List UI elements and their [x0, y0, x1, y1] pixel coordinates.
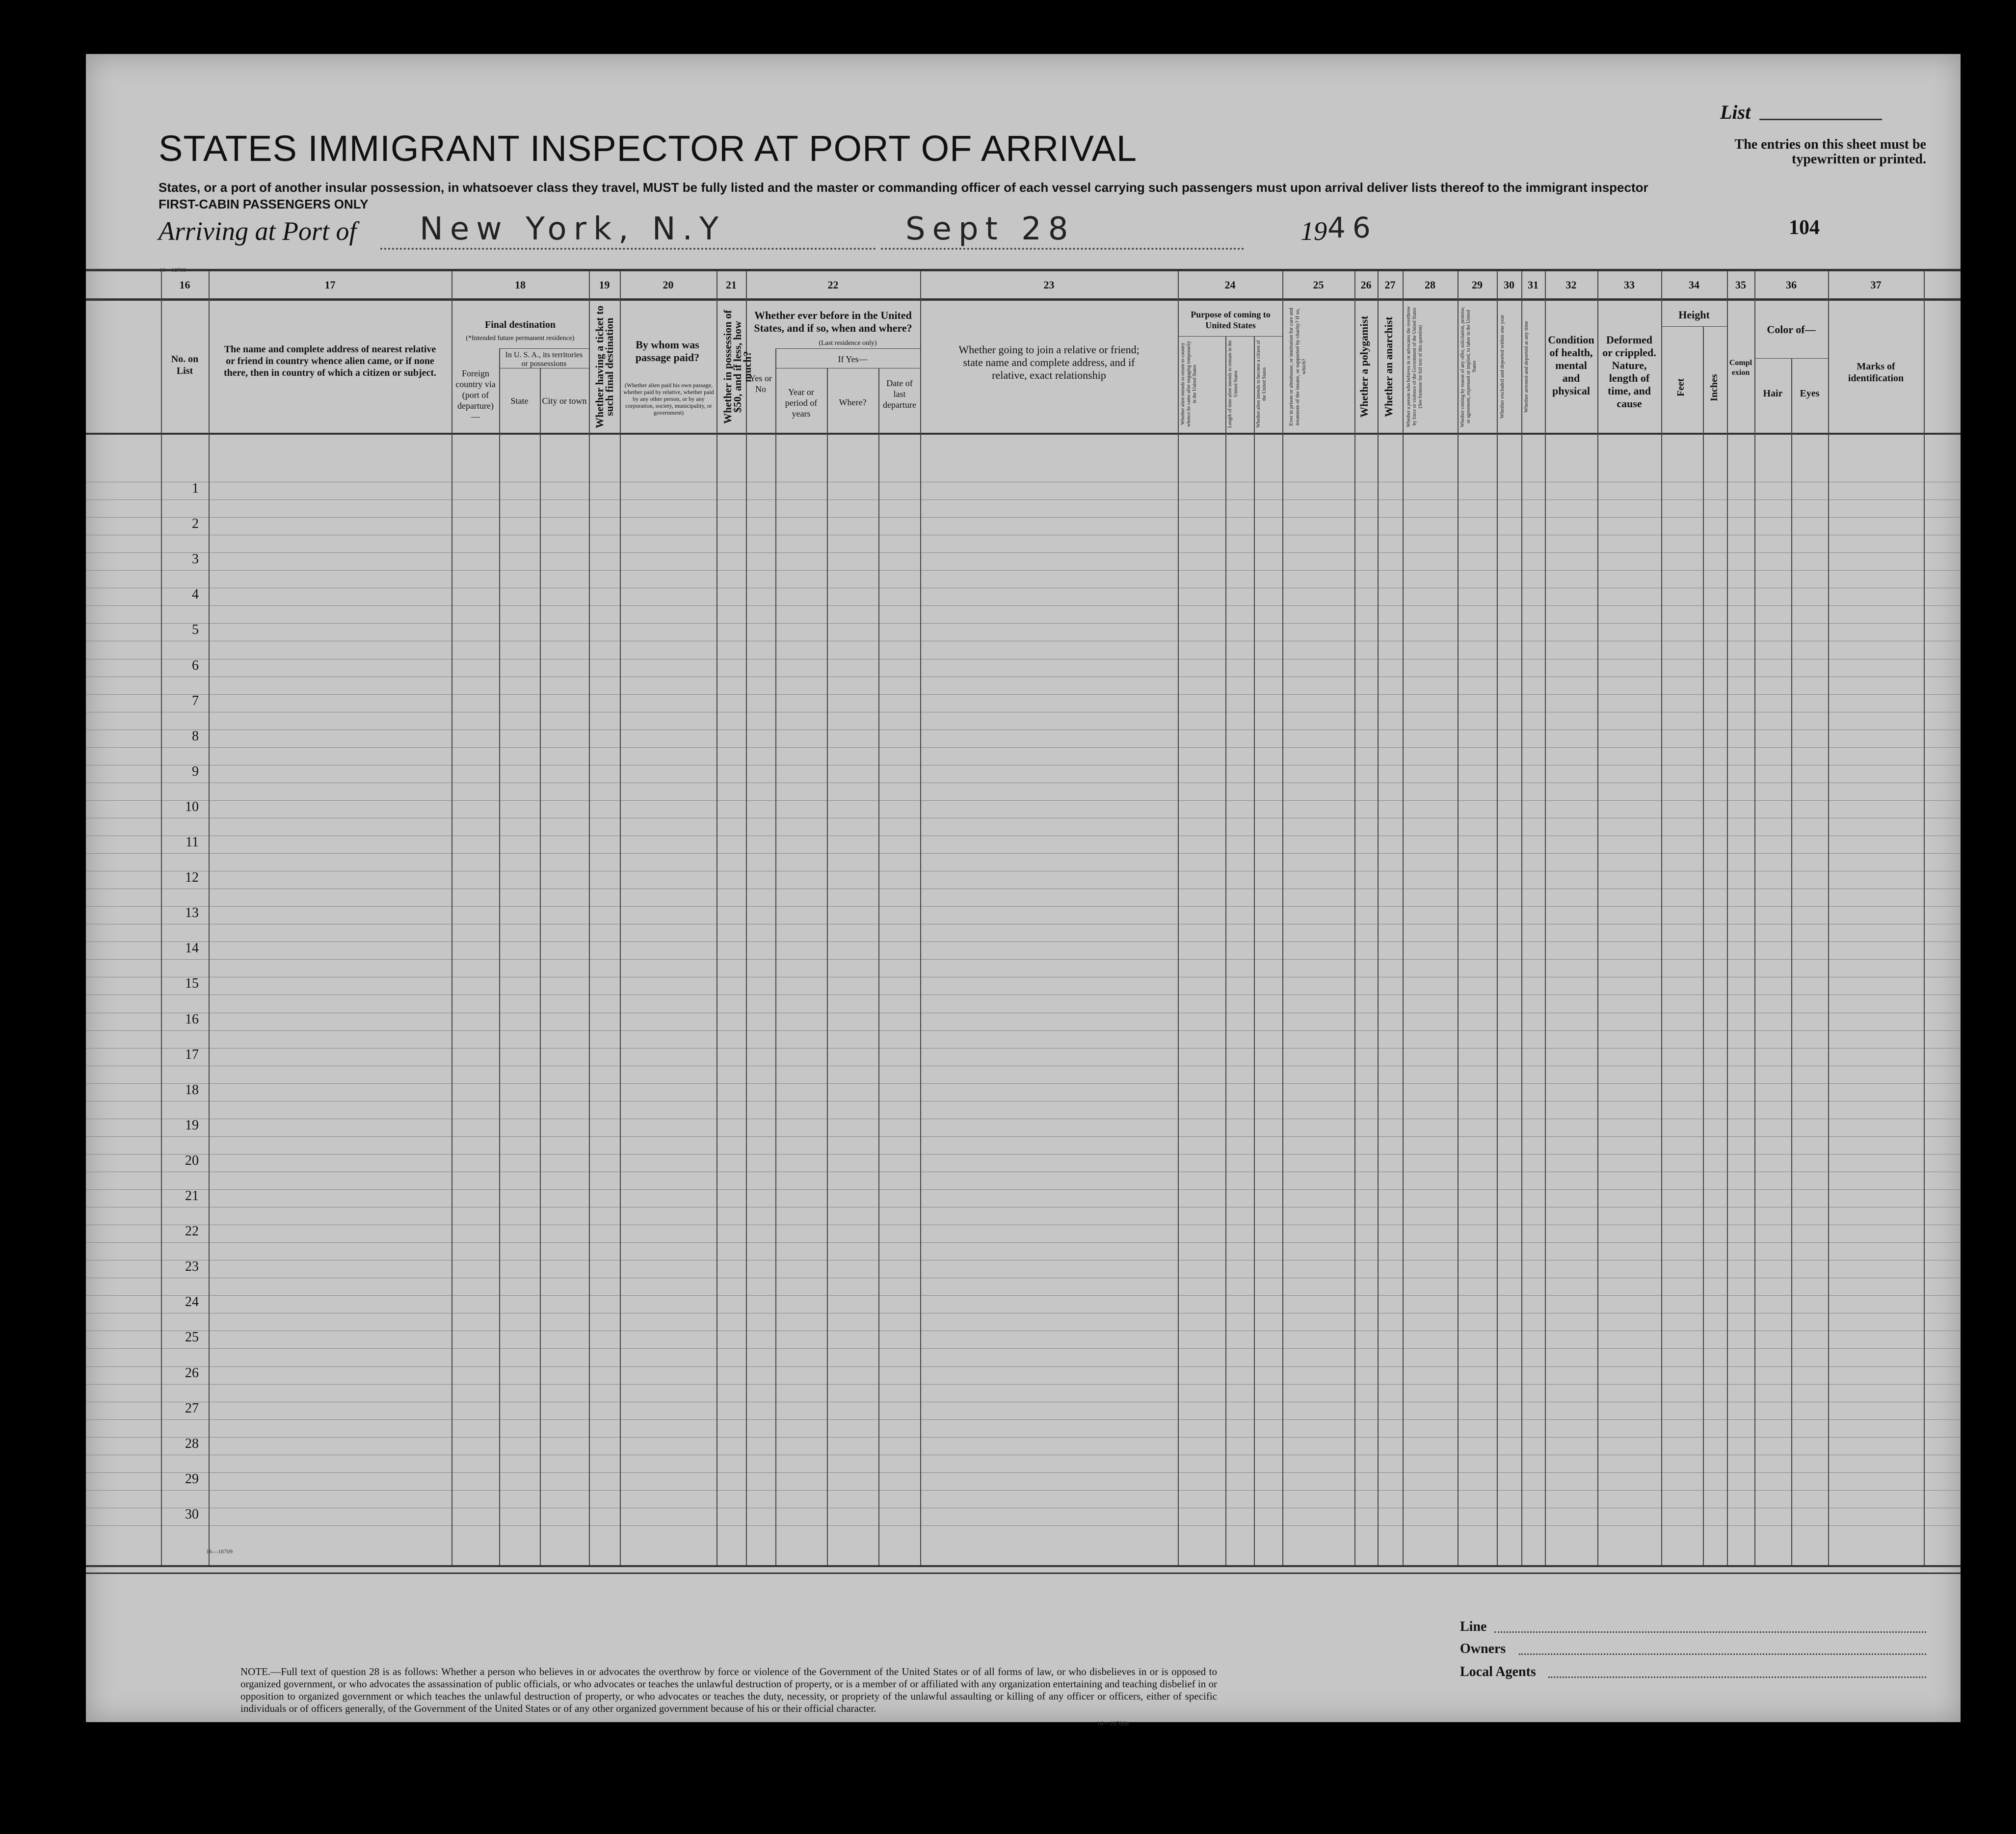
- port-handwritten: New York, N.Y: [420, 211, 726, 247]
- form-code-bottom: 16—18709: [206, 1548, 233, 1555]
- row-number: 11: [186, 835, 199, 850]
- row-number: 27: [185, 1400, 199, 1416]
- header-marks-identification: Marks of identification: [1848, 361, 1904, 384]
- header-where: Where?: [839, 397, 867, 407]
- colnum-33: 33: [1624, 279, 1635, 291]
- row-number: 12: [185, 870, 199, 886]
- subhdr-rule: [1754, 358, 1828, 359]
- header-final-destination-note: (*Intended future permanent residence): [466, 335, 575, 342]
- col-line: [878, 368, 879, 1565]
- header-foreign-country: Foreign country via (port of departure)—: [455, 368, 496, 421]
- header-no-on-list: No. on List: [171, 354, 199, 376]
- row-rule: [86, 694, 1961, 695]
- subhdr-rule: [1178, 336, 1282, 337]
- col-line: [1282, 271, 1283, 1565]
- header-become-citizen: Whether alien intends to become a citizen of the United States: [1256, 340, 1267, 428]
- col-line: [1521, 271, 1522, 1565]
- row-rule: [86, 1295, 1961, 1296]
- line-label: Line: [1460, 1619, 1487, 1634]
- col-line: [1458, 271, 1459, 1565]
- row-rule: [86, 906, 1961, 907]
- row-number: 19: [185, 1117, 199, 1133]
- list-blank-line: [1759, 119, 1882, 120]
- row-rule: [86, 1419, 1961, 1420]
- header-hair: Hair: [1763, 388, 1783, 399]
- colnum-36: 36: [1786, 279, 1797, 291]
- row-rule: [86, 1189, 1961, 1190]
- row-number: 9: [192, 763, 199, 779]
- col-line: [1791, 358, 1792, 1565]
- header-eyes: Eyes: [1800, 388, 1820, 399]
- row-rule: [86, 570, 1961, 571]
- colnum-34: 34: [1689, 279, 1699, 291]
- header-anarchist: Whether an anarchist: [1382, 316, 1395, 417]
- header-offer-labor: Whether coming by reason of any offer, solicitation, promise, or agreement, expressed or implied, to labor in the United States: [1460, 306, 1477, 427]
- colnum-16: 16: [179, 279, 190, 291]
- colnum-24: 24: [1224, 279, 1236, 291]
- colnum-35: 35: [1735, 279, 1746, 291]
- row-number: 28: [185, 1436, 199, 1451]
- header-inches: Inches: [1709, 374, 1720, 401]
- owners-blank: [1519, 1653, 1926, 1655]
- colnum-28: 28: [1425, 279, 1435, 291]
- row-rule: [86, 605, 1961, 606]
- colnum-bottom-rule: [86, 298, 1961, 301]
- local-agents-blank: [1548, 1677, 1926, 1678]
- col-line: [1924, 271, 1925, 1565]
- sheet-number: 104: [1789, 216, 1820, 239]
- row-rule: [86, 800, 1961, 801]
- col-line: [1254, 336, 1255, 1565]
- col-line: [1545, 271, 1546, 1565]
- col-line: [920, 271, 921, 1565]
- col-line: [1354, 271, 1355, 1565]
- header-deformed: Deformed or crippled. Nature, length of time, and cause: [1602, 334, 1656, 410]
- row-rule: [86, 1030, 1961, 1031]
- col-line: [1403, 271, 1404, 1565]
- year-prefix: 19: [1300, 216, 1327, 246]
- row-number: 17: [185, 1047, 199, 1062]
- col-line: [1754, 271, 1755, 1565]
- header-passage-paid-note: (Whether alien paid his own passage, whether paid by relative, whether paid by any other person, or by any corporation, society, municipality, or government): [623, 382, 714, 416]
- col-line: [589, 271, 590, 1565]
- row-rule: [86, 1348, 1961, 1349]
- date-line: [881, 248, 1244, 250]
- row-number: 24: [185, 1294, 199, 1310]
- date-handwritten: Sept 28: [905, 211, 1075, 247]
- header-ticket: Whether having a ticket to such final destination: [593, 305, 615, 428]
- table-bottom-rule: [86, 1565, 1961, 1567]
- subhdr-rule: [1661, 326, 1727, 327]
- year-handwritten: 46: [1327, 211, 1378, 244]
- header-ever-before-us: Whether ever before in the United States, and if so, when and where?: [754, 309, 912, 334]
- table-bottom-rule-2: [86, 1572, 1961, 1574]
- colnum-27: 27: [1384, 279, 1396, 291]
- subhdr-rule: [499, 348, 589, 349]
- col-line: [209, 271, 210, 1565]
- colnum-30: 30: [1504, 279, 1514, 291]
- col-line: [1703, 326, 1704, 1565]
- list-label: List: [1720, 101, 1751, 123]
- col-line: [1225, 336, 1226, 1565]
- header-length-of-time: Length of time alien intends to remain in the United States: [1227, 340, 1239, 428]
- row-rule: [86, 1136, 1961, 1137]
- header-fifty-dollars: Whether in possession of $50, and if less, how much?: [721, 310, 753, 424]
- header-nearest-relative: The name and complete address of nearest relative or friend in country whence alien came, or if none there, then in country of which a citizen or subject.: [223, 344, 437, 378]
- port-line: [380, 248, 876, 250]
- header-feet: Feet: [1675, 378, 1686, 397]
- row-rule: [86, 552, 1961, 553]
- row-number: 7: [192, 693, 199, 708]
- page-title: STATES IMMIGRANT INSPECTOR AT PORT OF ARRIVAL: [159, 128, 1138, 169]
- colnum-17: 17: [324, 279, 336, 291]
- footnote-form-code: 16—18709b: [1097, 1720, 1129, 1727]
- header-prison: Ever in prison or almshouse, or institution for care and treatment of the insane, or supported by charity? If so, which?: [1288, 308, 1307, 426]
- row-number: 14: [185, 941, 199, 956]
- header-purpose: Purpose of coming to United States: [1191, 310, 1271, 330]
- colnum-18: 18: [515, 279, 526, 291]
- header-yes-or-no: Yes or No: [749, 373, 772, 394]
- colnum-25: 25: [1313, 279, 1324, 291]
- row-number: 2: [192, 516, 199, 532]
- col-line: [1178, 271, 1179, 1565]
- row-rule: [86, 499, 1961, 500]
- header-height: Height: [1678, 309, 1710, 321]
- row-number: 16: [185, 1011, 199, 1027]
- table-top-rule: [86, 269, 1961, 271]
- local-agents-label: Local Agents: [1460, 1664, 1536, 1679]
- header-complexion: Complexion: [1729, 359, 1752, 377]
- row-number: 3: [192, 551, 199, 567]
- row-rule: [86, 1490, 1961, 1491]
- row-number: 1: [192, 481, 199, 496]
- row-number: 18: [185, 1082, 199, 1098]
- header-intends-return: Whether alien intends to return to country whence he came after engaging temporarily in the United States: [1180, 341, 1197, 427]
- line-blank: [1494, 1631, 1926, 1633]
- row-rule: [86, 747, 1961, 748]
- subtitle-class: FIRST-CABIN PASSENGERS ONLY: [159, 197, 369, 211]
- colnum-23: 23: [1043, 279, 1055, 291]
- header-arrested: Whether arrested and deported at any time: [1523, 321, 1529, 413]
- col-line: [746, 271, 747, 1565]
- col-line: [827, 368, 828, 1565]
- col-line: [620, 271, 621, 1565]
- row-number: 6: [192, 657, 199, 673]
- col-line: [775, 348, 776, 1565]
- header-in-usa: In U. S. A., its territories or possessions: [505, 351, 583, 368]
- row-rule: [86, 959, 1961, 960]
- col-line: [716, 271, 717, 1565]
- row-number: 21: [185, 1188, 199, 1204]
- col-line: [1828, 271, 1829, 1565]
- header-final-destination: Final destination: [485, 319, 556, 330]
- col-line: [1378, 271, 1379, 1565]
- header-year-period: Year or period of years: [785, 387, 818, 419]
- col-line: [1497, 271, 1498, 1565]
- row-rule: [86, 1366, 1961, 1367]
- header-color-of: Color of—: [1767, 323, 1816, 336]
- colnum-37: 37: [1870, 279, 1882, 291]
- row-number: 29: [185, 1471, 199, 1487]
- subtitle: [159, 179, 1690, 212]
- row-number: 5: [192, 622, 199, 638]
- header-last-residence: (Last residence only): [819, 340, 877, 347]
- footnote-question-28: NOTE.—Full text of question 28 is as follows: Whether a person who believes in or advocates the overthrow by force or violence of the Government of the United States or of all forms of law, or who disbelieves in or is opposed to organized government, or who advocates the assassination of public officials, or who advocates or teaches the unlawful destruction of property, or is a member of or affiliated with any organization entertaining and teaching disbelief in or opposition to organized government or which teaches the unlawful destruction of property, or who advocates or teaches the duty, necessity, or propriety of the unlawful assaulting or killing of any officer or officers, either of specific individuals or of officers generally, of the Government of the United States or of any other organized government because of his or their official character.: [240, 1666, 1217, 1714]
- colnum-26: 26: [1360, 279, 1372, 291]
- row-number: 26: [185, 1365, 199, 1381]
- colnum-31: 31: [1528, 279, 1539, 291]
- row-number: 25: [185, 1330, 199, 1345]
- header-going-to-join: Whether going to join a relative or friend; state name and complete address, and if relative, exact relationship: [958, 343, 1140, 381]
- header-polygamist: Whether a polygamist: [1358, 315, 1370, 418]
- colnum-20: 20: [663, 279, 674, 291]
- row-rule: [86, 1083, 1961, 1084]
- row-number: 8: [192, 728, 199, 744]
- header-condition-health: Condition of health, mental and physical: [1548, 334, 1594, 397]
- colnum-22: 22: [827, 279, 839, 291]
- header-date-last-departure: Date of last departure: [883, 378, 916, 410]
- row-rule: [86, 1384, 1961, 1385]
- col-line: [1661, 271, 1662, 1565]
- col-line: [499, 348, 500, 1565]
- row-number: 30: [185, 1506, 199, 1522]
- row-number: 13: [185, 905, 199, 921]
- colnum-21: 21: [726, 279, 737, 291]
- arriving-label: Arriving at Port of: [159, 216, 357, 246]
- row-rule: [86, 1437, 1961, 1438]
- row-rule: [86, 1472, 1961, 1473]
- row-rule: [86, 1525, 1961, 1526]
- row-rule: [86, 1242, 1961, 1243]
- header-state: State: [510, 396, 529, 406]
- colnum-19: 19: [599, 279, 610, 291]
- row-rule: [86, 517, 1961, 518]
- header-passage-paid: By whom was passage paid?: [635, 339, 700, 364]
- col-line: [1597, 271, 1598, 1565]
- row-number: 23: [185, 1259, 199, 1275]
- row-number: 10: [185, 799, 199, 814]
- row-rule: [86, 853, 1961, 854]
- header-overthrow: Whether a person who believes in or advocates the overthrow by force or violence of the Government of the United States (See footnote for full text of this question): [1406, 306, 1423, 427]
- manifest-sheet: [86, 54, 1961, 1727]
- header-excluded: Whether excluded and deported within one year: [1499, 314, 1505, 419]
- colnum-29: 29: [1472, 279, 1483, 291]
- row-number: 15: [185, 976, 199, 992]
- typewritten-note: The entries on this sheet must be typewritten or printed.: [1734, 137, 1926, 167]
- row-number: 4: [192, 587, 199, 603]
- header-if-yes: If Yes—: [838, 354, 868, 364]
- row-number: 22: [185, 1224, 199, 1239]
- colnum-32: 32: [1565, 279, 1577, 291]
- col-line: [1727, 271, 1728, 1565]
- subtitle-instructions: States, or a port of another insular possession, in whatsoever class they travel, MUST be fully listed and the master or commanding officer of each vessel carrying such passengers must upon arrival deliver lists thereof to the immigrant inspector: [159, 180, 1648, 195]
- owners-label: Owners: [1460, 1641, 1506, 1656]
- row-rule: [86, 623, 1961, 624]
- row-number: 20: [185, 1153, 199, 1168]
- header-bottom-rule: [86, 433, 1961, 435]
- col-line: [540, 368, 541, 1565]
- header-city-or-town: City or town: [542, 396, 587, 406]
- col-line: [451, 271, 452, 1565]
